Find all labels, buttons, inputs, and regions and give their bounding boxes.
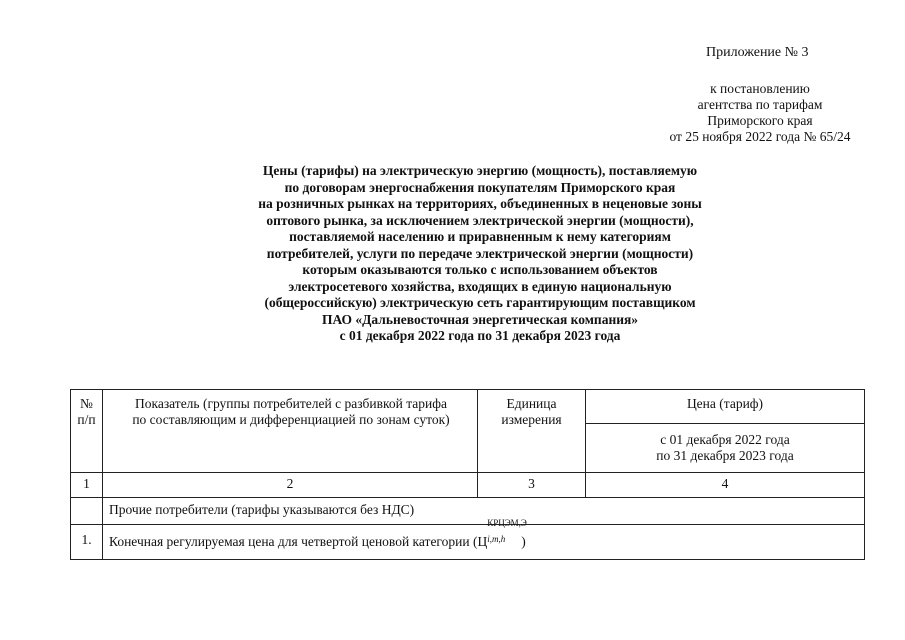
row-label: Конечная регулируемая цена для четвертой ценовой категории (: [109, 534, 478, 549]
header-unit-line: измерения: [501, 412, 562, 427]
table-header-row: [71, 390, 865, 424]
header-period-line: с 01 декабря 2022 года: [660, 432, 790, 447]
header-unit-line: Единица: [506, 396, 557, 411]
title-line: поставляемой населению и приравненным к нему категориям: [289, 229, 671, 244]
header-num-line: п/п: [77, 412, 96, 427]
title-line: Цены (тарифы) на электрическую энергию (мощность), поставляемую: [262, 163, 698, 178]
title-line: которым оказываются только с использованием объектов: [302, 262, 658, 277]
title-line: с 01 декабря 2022 года по 31 декабря 2023 года: [339, 328, 621, 343]
row-label-cell: [103, 518, 865, 560]
column-index-cell: 1: [71, 473, 103, 498]
symbol-superscript: КРЦЭМ,Э: [487, 518, 527, 528]
group-row: [71, 498, 865, 525]
header-num-line: №: [80, 396, 93, 411]
decree-line: агентства по тарифам: [697, 97, 823, 112]
title-line: потребителей, услуги по передаче электрической энергии (мощности): [266, 245, 694, 261]
table-row: [71, 525, 865, 560]
header-price-cell: Цена (тариф): [586, 390, 865, 424]
group-label: Прочие потребители (тарифы указываются без НДС): [103, 498, 865, 525]
title-line: электросетевого хозяйства, входящих в единую национальную: [288, 278, 672, 294]
header-num-cell: [71, 390, 103, 473]
title-line: оптового рынка, за исключением электрической энергии (мощности),: [266, 212, 694, 228]
title-line: по договорам энергоснабжения покупателям Приморского края: [284, 179, 676, 195]
header-indicator-line: по составляющим и дифференциацией по зонам суток): [132, 412, 450, 427]
header-indicator-line: Показатель (группы потребителей с разбивкой тарифа: [134, 396, 448, 411]
header-unit-cell: [478, 390, 586, 473]
symbol-indices: [487, 518, 527, 546]
title-line: (общероссийскую) электрическую сеть гарантирующим поставщиком: [264, 295, 696, 310]
tariff-table: [70, 389, 865, 560]
column-index-row: [71, 473, 865, 498]
decree-line: Приморского края: [707, 113, 813, 128]
decree-line: к постановлению: [710, 81, 810, 96]
row-number: 1.: [71, 525, 103, 560]
header-period-cell: [586, 424, 865, 473]
decree-line: от 25 ноября 2022 года № 65/24: [669, 129, 851, 144]
group-num-cell: [71, 498, 103, 525]
decree-reference: [650, 81, 870, 145]
row-label-close: ): [521, 534, 526, 549]
symbol-subscript: i,m,h: [487, 534, 506, 544]
price-symbol: Ц: [477, 534, 488, 549]
header-period-line: по 31 декабря 2023 года: [656, 448, 794, 463]
appendix-number: Приложение № 3: [706, 45, 809, 60]
column-index-cell: 2: [103, 473, 478, 498]
title-line: ПАО «Дальневосточная энергетическая компания»: [321, 311, 639, 327]
column-index-cell: 3: [478, 473, 586, 498]
title-line: на розничных рынках на территориях, объединенных в неценовые зоны: [258, 196, 702, 211]
header-indicator-cell: [103, 390, 478, 473]
document-title: [170, 163, 790, 345]
column-index-cell: 4: [586, 473, 865, 498]
